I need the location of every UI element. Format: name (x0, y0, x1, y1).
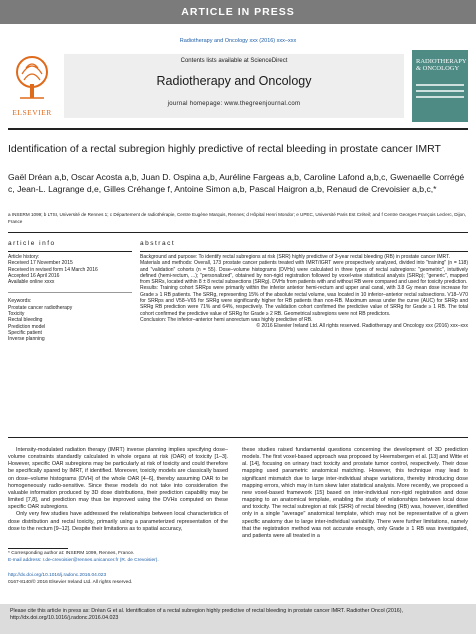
journal-title: Radiotherapy and Oncology (156, 74, 312, 88)
body-column-right (242, 447, 468, 540)
journal-homepage[interactable]: journal homepage: www.thegreenjournal.com (167, 101, 301, 107)
keyword: Prostate cancer radiotherapy (8, 304, 73, 311)
abstract-body (140, 254, 468, 330)
article-title: Identification of a rectal subregion highly predictive of rectal bleeding in prostate cancer IMRT (8, 143, 441, 155)
keyword: Rectal bleeding (8, 317, 43, 324)
cover-stripe (416, 96, 464, 98)
abstract-methods: Materials and methods: Overall, 173 prostate cancer patients treated with IMRT/IGRT were prospectively analyzed, divided into "training" (n = 118) and "validation" cohorts (n = 55). Dose–volume histograms (DVHs) were calculated in three types of rectal subregions: "geometric", intuitively defined (hemi-rectum, ...); "personalized", obtained by non-rigid registration followed by voxel-wise statistical analysis (SRRp); "generic", mapped from SRRs, located within 8 ± 8 rectal subsections (SRRg). DVHs from patients with and without RB were compared and used for toxicity prediction. (140, 260, 468, 286)
section-divider (8, 232, 468, 233)
abstract-rule (140, 251, 468, 252)
body-divider (8, 437, 468, 438)
keyword: Toxicity (8, 311, 25, 318)
elsevier-logo[interactable] (8, 50, 56, 122)
journal-citation-top[interactable]: Radiotherapy and Oncology xxx (2016) xxx–xxx (179, 38, 297, 44)
keyword: Inverse planning (8, 336, 45, 343)
history-item: Received 17 November 2015 (8, 260, 73, 267)
journal-cover-thumbnail (412, 50, 468, 122)
body-paragraph: Only very few studies have addressed the relationships between local characteristics of dose distribution and rectal toxicity, primarily using a parameterized representation of the dose to the rectum [9–12]. Despite their limitations as to spatial accuracy, (8, 511, 228, 532)
abstract-conclusion: Conclusion: The inferior–anterior hemi anorectum was highly predictive of RB. (140, 316, 313, 323)
citation-box (0, 604, 476, 634)
header-divider (8, 128, 468, 130)
corresponding-author-note: * Corresponding author at: INSERM 1099, Rennes, France. (8, 551, 135, 556)
info-divider (8, 292, 132, 293)
cover-stripe (416, 90, 464, 92)
body-paragraph: Intensity-modulated radiation therapy (IMRT) inverse planning implies specifying dose–volume constraints standardly calculated in whole organs at risk (OAR) of toxicity [1–3]. However, specific OAR subregions may be particularly at risk of toxicity and could therefore be specifically spared by IMRT, if identified. Moreover, toxicity models are classically based on dose–volume histograms (DVH) of the whole OAR [4–6], thereby assuming OAR to be homogeneously radio-sensitive. Since these models do not take into consideration the valuable information produced by 3D dose distributions, their prediction capability may be limited [7,8], and prediction may thus be improved using the DVHs computed on these specific OAR subregions. (8, 447, 228, 511)
history-item: Received in revised form 14 March 2016 (8, 266, 98, 273)
footnotes (8, 551, 228, 564)
author-list: Gaël Dréan a,b, Oscar Acosta a,b, Juan D. Ospina a,b, Auréline Fargeas a,b, Caroline Lafond a,b,c, Gwenaelle Corrégé c, Jean-L. Lagrange d,e, Gilles Créhange f, Antoine Simon a,b, Pascal Haigron a,b, Renaud de Crevoisier a,b,c,* (8, 172, 465, 194)
keyword: Specific patient (8, 329, 42, 336)
history-label: Article history: (8, 254, 40, 260)
article-info-heading: article info (8, 240, 56, 247)
history-item: Accepted 16 April 2016 (8, 272, 60, 279)
keyword: Prediction model (8, 323, 46, 330)
abstract-heading: abstract (140, 240, 176, 247)
copyright-note: 0167-8140/© 2016 Elsevier Ireland Ltd. All rights reserved. (8, 580, 133, 585)
elsevier-tree-icon (14, 54, 50, 102)
journal-header-block (64, 54, 404, 118)
history-item: Available online xxxx (8, 279, 55, 286)
email-note[interactable]: E-mail address: r.de-crevoisier@rennes.unicancer.fr (R. de Crevoisier). (8, 557, 159, 563)
article-info-rule (8, 251, 132, 252)
copyright-line: © 2016 Elsevier Ireland Ltd. All rights reserved. Radiotherapy and Oncology xxx (2016) xxx–xxx (256, 323, 468, 330)
doi-link[interactable]: http://dx.doi.org/10.1016/j.radonc.2016.04.023 (8, 573, 107, 578)
article-in-press-banner: ARTICLE IN PRESS (0, 0, 476, 24)
body-column-left (8, 447, 228, 533)
keywords-label: Keywords: (8, 298, 32, 305)
article-info (8, 254, 132, 343)
footer-meta (8, 572, 228, 586)
contents-line[interactable]: Contents lists available at ScienceDirect (180, 58, 288, 64)
affiliations: a INSERM 1099; b LTSI, Université de Rennes 1; c Département de radiothérapie, Centre Eugène Marquis, Rennes; d Hôpital Henri Mondor; e UPEC, Université Paris Est Créteil; and f Centre Georges François Leclerc, Dijon, France (8, 212, 466, 224)
footnote-rule (8, 548, 68, 549)
citation-text[interactable]: Please cite this article in press as: Dréan G et al. Identification of a rectal subregion highly predictive of rectal bleeding in prostate cancer IMRT. Radiother Oncol (2016), http://dx.doi.org/10.1016/j.radonc.2016.04.023 (10, 608, 403, 621)
abstract-results: Results: Training cohort SRRps were primarily within the inferior anterior hemi-rectum and upper anal canal, with 3.8 Gy mean dose increase for Grade ≥ 1 RB patients. The SRRg, representing 15% of the absolute rectal volume, was located in 10 inferior–anterior rectal subsections. V18–V70 for SRRps and V58–V65 for SRRg were significantly higher for RB patients than non-RB. Maximum areas under the curve (AUC) for SRRp and SRRg RB prediction were 71% and 64%, respectively. The validation cohort confirmed the predictive value of SRRg for Grade ≥ 1 RB. The total cohort confirmed the predictive value of SRRg for Grade ≥ 2 RB. Geometrical subregions were not RB predictors. (140, 285, 468, 317)
cover-title: RADIOTHERAPY & ONCOLOGY (416, 58, 467, 72)
abstract-background: Background and purpose: To identify rectal subregions at risk (SRR) highly predictive of 3-year rectal bleeding (RB) in prostate cancer IMRT. (140, 254, 450, 260)
body-paragraph: these studies raised fundamental questions concerning the development of 3D prediction models. The first voxel-based approach was proposed by Heemsbergen et al. [13] and Witte et al. [14], focusing on urinary tract toxicity and prostate tumor control, respectively. Their dose mapping used parametric anatomical matching. However, this technique may lead to significant mismatch due to large inter-individual shape variations, thereby introducing dose mapping errors, which may in turn skew later statistical analysis. More recently, we proposed a new voxel-based framework [15] based on inter-individual non-rigid registration and dose mapping to an anatomical template, enabling the study of relationships between local dose and toxicity. The rectal subregion at risk (SRR) of rectal bleeding (RB) was, however, identified only in a single "average" anatomical template, which may not be representative of a given specific anatomy due to large inter-individual variability. There were further limitations, namely that the registration method was not accurate enough, only Grade ≥ 1 RB was investigated, and patients were all treated in a (242, 447, 468, 539)
cover-stripe (416, 84, 464, 86)
elsevier-wordmark: ELSEVIER (12, 108, 52, 117)
journal-masthead (8, 50, 468, 122)
